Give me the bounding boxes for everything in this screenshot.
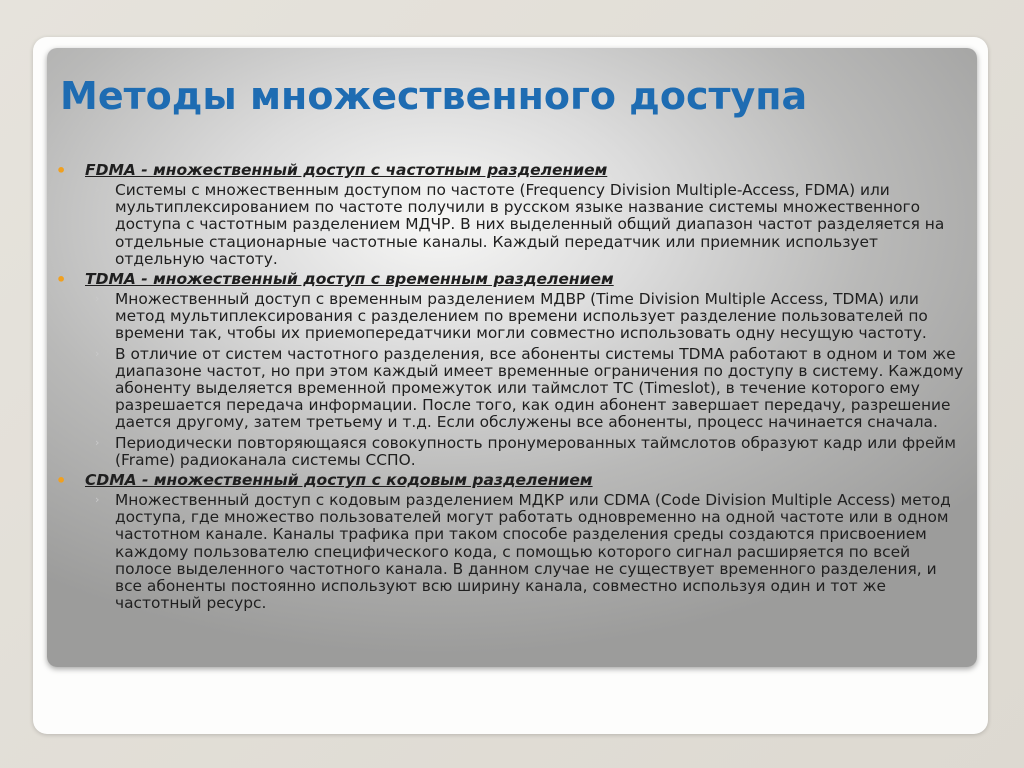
section-heading-text: CDMA - множественный доступ с кодовым разделением [85,471,593,490]
section-heading-text: FDMA - множественный доступ с частотным разделением [85,161,608,179]
orange-dot-icon: • [56,471,67,491]
small-arrow-bullet-icon: › [95,346,100,360]
list-item [56,435,968,469]
small-arrow-bullet-icon: › [95,493,100,507]
small-arrow-bullet-icon: › [95,292,100,306]
slide-title: Методы множественного доступа [60,74,808,118]
orange-dot-icon: • [56,270,67,290]
list-item [56,492,968,612]
small-arrow-bullet-icon: › [95,435,100,449]
list-item-text: Периодически повторяющаяся совокупность пронумерованных таймслотов образуют кадр или фрейм (Frame) радиоканала системы ССПО. [115,433,957,469]
orange-dot-icon: • [56,161,67,180]
section-heading-text: TDMA - множественный доступ с временным разделением [85,270,614,289]
section-heading-fdma [56,162,968,179]
list-item [56,291,968,343]
list-item [56,346,968,432]
list-item-text: В отличие от систем частотного разделения, все абоненты системы TDMA работают в одном и том же диапазоне частот, но при этом каждый имеет временные ограничения по доступу в систему. Каждому абоненту выделяется временной промежуток или таймслот ТС (Timeslot), в течение которого ему разрешается передача информации. После того, как один абонент завершает передачу, разрешение дается другому, затем третьему и т.д. Если обслужены все абоненты, процесс начинается сначала. [115,344,964,432]
small-arrow-bullet-icon: › [95,183,100,196]
list-item-text: Системы с множественным доступом по частоте (Frequency Division Multiple-Access, FDMA) или мультиплексированием по частоте получили в русском языке название системы множественного доступа с частотным разделением МДЧР. В них выделенный общий диапазон частот разделяется на отдельные стационарные частотные каналы. Каждый передатчик или приемник использует отдельную частоту. [115,181,945,268]
list-item-text: Множественный доступ с кодовым разделением МДКР или CDMA (Code Division Multiple Access) метод доступа, где множество пользователей могут работать одновременно на одной частоте или в одном частотном канале. Каналы трафика при таком способе разделения среды создаются присвоением каждому пользователю специфического кода, с помощью которого сигнал расширяется по всей полосе выделенного частотного канала. В данном случае не существует временного разделения, и все абоненты постоянно используют всю ширину канала, совместно используя один и тот же частотный ресурс. [115,491,951,613]
slide-body [56,162,968,615]
section-heading-cdma [56,472,968,489]
list-item [56,182,968,268]
list-item-text: Множественный доступ с временным разделением МДВР (Time Division Multiple Access, TDMA) или метод мультиплексирования с разделением по времени использует разделение пользователей по времени так, чтобы их приемопередатчики могли совместно использовать одну несущую частоту. [115,290,928,343]
slide-content-panel [47,48,977,667]
section-heading-tdma [56,271,968,288]
